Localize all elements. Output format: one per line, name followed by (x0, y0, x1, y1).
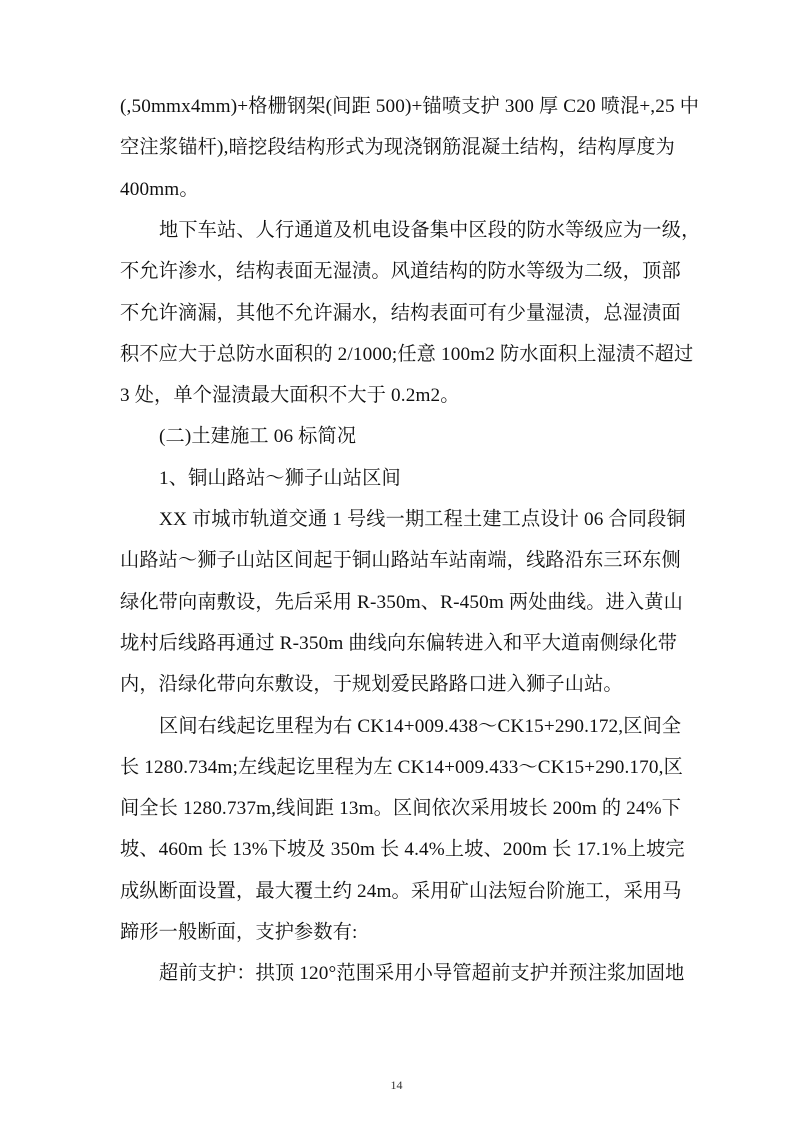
text-line: 不允许渗水，结构表面无湿渍。风道结构的防水等级为二级，顶部 (120, 261, 681, 283)
text-line: 蹄形一般断面，支护参数有: (120, 922, 358, 943)
text-line: (,50mmx4mm)+格栅钢架(间距 500)+锚喷支护 300 厚 C20 喷混+,25 中 (120, 96, 700, 117)
text-line: 垅村后线路再通过 R-350m 曲线向东偏转进入和平大道南侧绿化带 (120, 632, 678, 654)
text-line: 区间右线起讫里程为右 CK14+009.438～CK15+290.172,区间全 (159, 715, 682, 737)
text-line: 间全长 1280.737m,线间距 13m。区间依次采用坡长 200m 的 24%下 (120, 798, 682, 820)
text-line: 3 处，单个湿渍最大面积不大于 0.2m2。 (120, 385, 460, 407)
text-line: 空注浆锚杆),暗挖段结构形式为现浇钢筋混凝土结构，结构厚度为 (120, 137, 675, 159)
text-line: 内，沿绿化带向东敷设，于规划爱民路路口进入狮子山站。 (120, 674, 623, 696)
text-line: 坡、460m 长 13%下坡及 350m 长 4.4%上坡、200m 长 17.1%上坡完 (120, 839, 685, 861)
text-line: 绿化带向南敷设，先后采用 R-350m、R-450m 两处曲线。进入黄山 (120, 591, 683, 613)
text-line: (二)土建施工 06 标简况 (159, 426, 357, 448)
text-line: 长 1280.734m;左线起讫里程为左 CK14+009.433～CK15+290.170,区 (120, 756, 683, 778)
text-line: XX 市城市轨道交通 1 号线一期工程土建工点设计 06 合同段铜 (159, 509, 686, 530)
text-line: 1、铜山路站～狮子山站区间 (159, 467, 401, 489)
text-line: 地下车站、人行通道及机电设备集中区段的防水等级应为一级， (159, 219, 701, 241)
text-line: 不允许滴漏，其他不允许漏水，结构表面可有少量湿渍，总湿渍面 (120, 302, 681, 324)
page-number: 14 (390, 1078, 403, 1092)
text-line: 成纵断面设置，最大覆土约 24m。采用矿山法短台阶施工，采用马 (120, 880, 682, 902)
text-line: 积不应大于总防水面积的 2/1000;任意 100m2 防水面积上湿渍不超过 (120, 343, 694, 365)
text-line: 超前支护：拱顶 120°范围采用小导管超前支护并预注浆加固地 (159, 963, 685, 985)
text-line: 山路站～狮子山站区间起于铜山路站车站南端，线路沿东三环东侧 (120, 550, 681, 572)
text-line: 400mm。 (120, 178, 199, 200)
